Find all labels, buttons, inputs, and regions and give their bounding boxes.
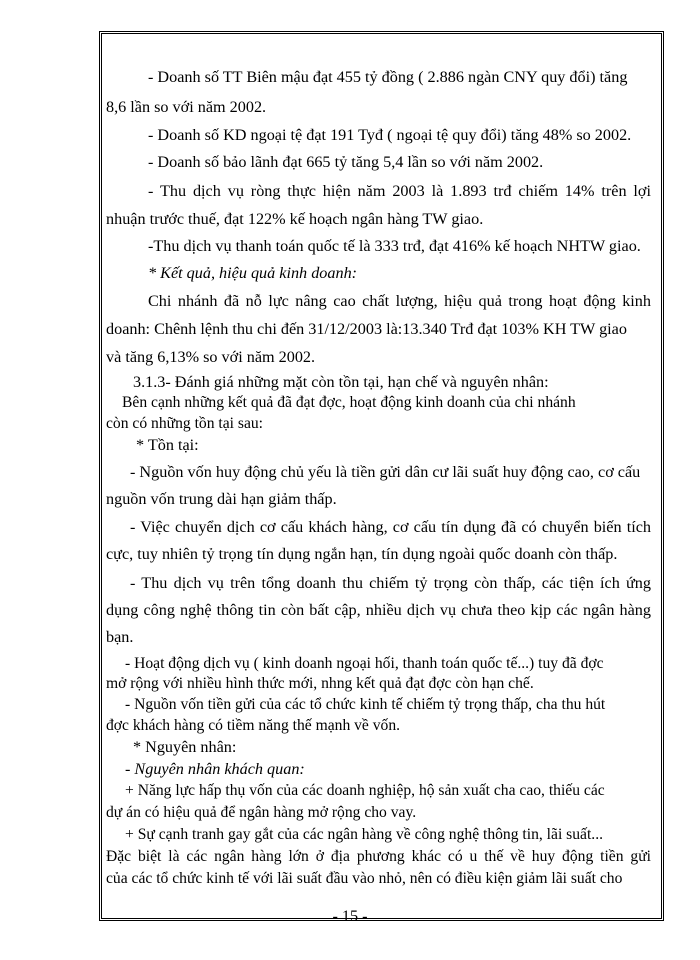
- text-line: Bên cạnh những kết quả đã đạt đợc, hoạt động kinh doanh của chi nhánh: [122, 394, 576, 411]
- text-line: - Doanh số bảo lãnh đạt 665 tỷ tăng 5,4 lần so với năm 2002.: [148, 153, 544, 171]
- subheading-nguyen-nhan-khach-quan: - Nguyên nhân khách quan:: [125, 760, 305, 778]
- text-line: - Hoạt động dịch vụ ( kinh doanh ngoại hối, thanh toán quốc tế...) tuy đã đợc: [125, 655, 604, 672]
- text-line: và tăng 6,13% so với năm 2002.: [106, 348, 316, 366]
- text-line: -Thu dịch vụ thanh toán quốc tế là 333 trđ, đạt 416% kế hoạch NHTW giao.: [148, 237, 641, 255]
- text-line: - Thu dịch vụ trên tổng doanh thu chiếm tỷ trọng còn thấp, các tiện ích ứng: [130, 574, 651, 592]
- text-line: mở rộng với nhiều hình thức mới, nhng kết quả đạt đợc còn hạn chế.: [106, 675, 534, 692]
- text-line: - Nguồn vốn huy động chủ yếu là tiền gửi dân cư lãi suất huy động cao, cơ cấu: [130, 463, 641, 481]
- text-line: doanh: Chênh lệnh thu chi đến 31/12/2003 là:13.340 Trđ đạt 103% KH TW giao: [106, 320, 627, 338]
- text-line: Đặc biệt là các ngân hàng lớn ở địa phương khác có u thế về huy động tiền gửi: [106, 848, 651, 865]
- text-line: - Thu dịch vụ ròng thực hiện năm 2003 là 1.893 trđ chiếm 14% trên lợi: [148, 182, 651, 200]
- text-line: - Nguồn vốn tiền gửi của các tổ chức kinh tế chiếm tỷ trọng thấp, cha thu hút: [125, 696, 606, 713]
- text-line: + Năng lực hấp thụ vốn của các doanh nghiệp, hộ sản xuất cha cao, thiếu các: [125, 782, 605, 799]
- text-line: còn có những tồn tại sau:: [106, 415, 263, 432]
- section-heading: 3.1.3- Đánh giá những mặt còn tồn tại, hạn chế và nguyên nhân:: [133, 373, 549, 391]
- page-number: - 15 -: [332, 907, 368, 925]
- text-line: cực, tuy nhiên tỷ trọng tín dụng ngắn hạn, tín dụng ngoài quốc doanh còn thấp.: [106, 545, 618, 563]
- text-line: - Việc chuyển dịch cơ cấu khách hàng, cơ cấu tín dụng đã có chuyển biến tích: [130, 518, 651, 536]
- text-line: - Doanh số KD ngoại tệ đạt 191 Tyđ ( ngoại tệ quy đổi) tăng 48% so 2002.: [148, 126, 632, 144]
- text-line: đợc khách hàng có tiềm năng thế mạnh về vốn.: [106, 717, 401, 734]
- text-line: bạn.: [106, 628, 134, 646]
- subheading-ton-tai: * Tồn tại:: [136, 436, 199, 454]
- text-line: dụng công nghệ thông tin còn bất cập, nhiều dịch vụ chưa theo kịp các ngân hàng: [106, 601, 651, 619]
- text-line: + Sự cạnh tranh gay gắt của các ngân hàng về công nghệ thông tin, lãi suất...: [125, 826, 603, 843]
- text-line: 8,6 lần so với năm 2002.: [106, 98, 267, 116]
- text-line: nhuận trước thuế, đạt 122% kế hoạch ngân hàng TW giao.: [106, 210, 484, 228]
- subheading-nguyen-nhan: * Nguyên nhân:: [133, 738, 237, 756]
- text-line: của các tổ chức kinh tế với lãi suất đầu vào nhỏ, nên có điều kiện giảm lãi suất cho: [106, 870, 623, 887]
- section-subheading: * Kết quả, hiệu quả kinh doanh:: [148, 264, 358, 282]
- text-line: Chi nhánh đã nỗ lực nâng cao chất lượng, hiệu quả trong hoạt động kinh: [148, 292, 651, 310]
- text-line: dự án có hiệu quả để ngân hàng mở rộng cho vay.: [106, 804, 417, 821]
- text-line: nguồn vốn trung dài hạn giảm thấp.: [106, 490, 337, 508]
- text-line: - Doanh số TT Biên mậu đạt 455 tỷ đồng ( 2.886 ngàn CNY quy đổi) tăng: [148, 68, 628, 86]
